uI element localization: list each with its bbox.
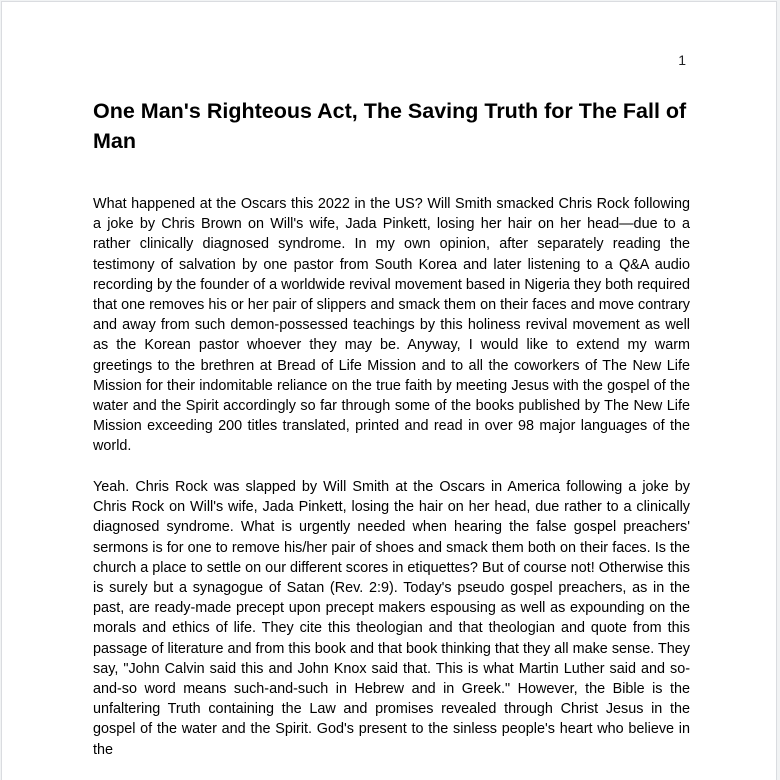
page-number: 1	[678, 52, 686, 68]
paragraph-2: Yeah. Chris Rock was slapped by Will Smith at the Oscars in America following a joke by Chris Rock on Will's wife, Jada Pinkett, losing the hair on her head, due rather to a clinically diagnosed syndrome. What is urgently needed when hearing the false gospel preachers' sermons is for one to remove his/her pair of shoes and smack them both on their faces. Is the church a place to settle on our different scores in etiquettes? But of course not! Otherwise this is surely but a synagogue of Satan (Rev. 2:9). Today's pseudo gospel preachers, as in the past, are ready-made precept upon precept makers espousing as well as expounding on the morals and ethics of life. They cite this theologian and that theologian and quote from this passage of literature and from this book and that book thinking that they all make sense. They say, "John Calvin said this and John Knox said that. This is what Martin Luther said and so-and-so word means such-and-such in Hebrew and in Greek." However, the Bible is the unfaltering Truth containing the Law and promises revealed through Christ Jesus in the gospel of the water and the Spirit. God's present to the sinless people's heart who believe in the	[93, 479, 690, 758]
document-page	[1, 1, 777, 780]
document-body	[93, 194, 690, 780]
document-title: One Man's Righteous Act, The Saving Truth for The Fall of Man	[93, 99, 687, 153]
paragraph-1: What happened at the Oscars this 2022 in the US? Will Smith smacked Chris Rock following a joke by Chris Brown on Will's wife, Jada Pinkett, losing her hair on her head—due to a rather clinically diagnosed syndrome. In my own opinion, after separately reading the testimony of salvation by one pastor from South Korea and later listening to a Q&A audio recording by the founder of a worldwide revival movement based in Nigeria they both required that one removes his or her pair of slippers and smack them on their faces and move contrary and away from such demon-possessed teachings by this holiness revival movement as well as the Korean pastor whoever they may be. Anyway, I would like to extend my warm greetings to the brethren at Bread of Life Mission and to all the coworkers of The New Life Mission for their indomitable reliance on the true faith by meeting Jesus with the gospel of the water and the Spirit accordingly so far through some of the books published by The New Life Mission exceeding 200 titles translated, printed and read in over 98 major languages of the world.	[93, 196, 690, 455]
